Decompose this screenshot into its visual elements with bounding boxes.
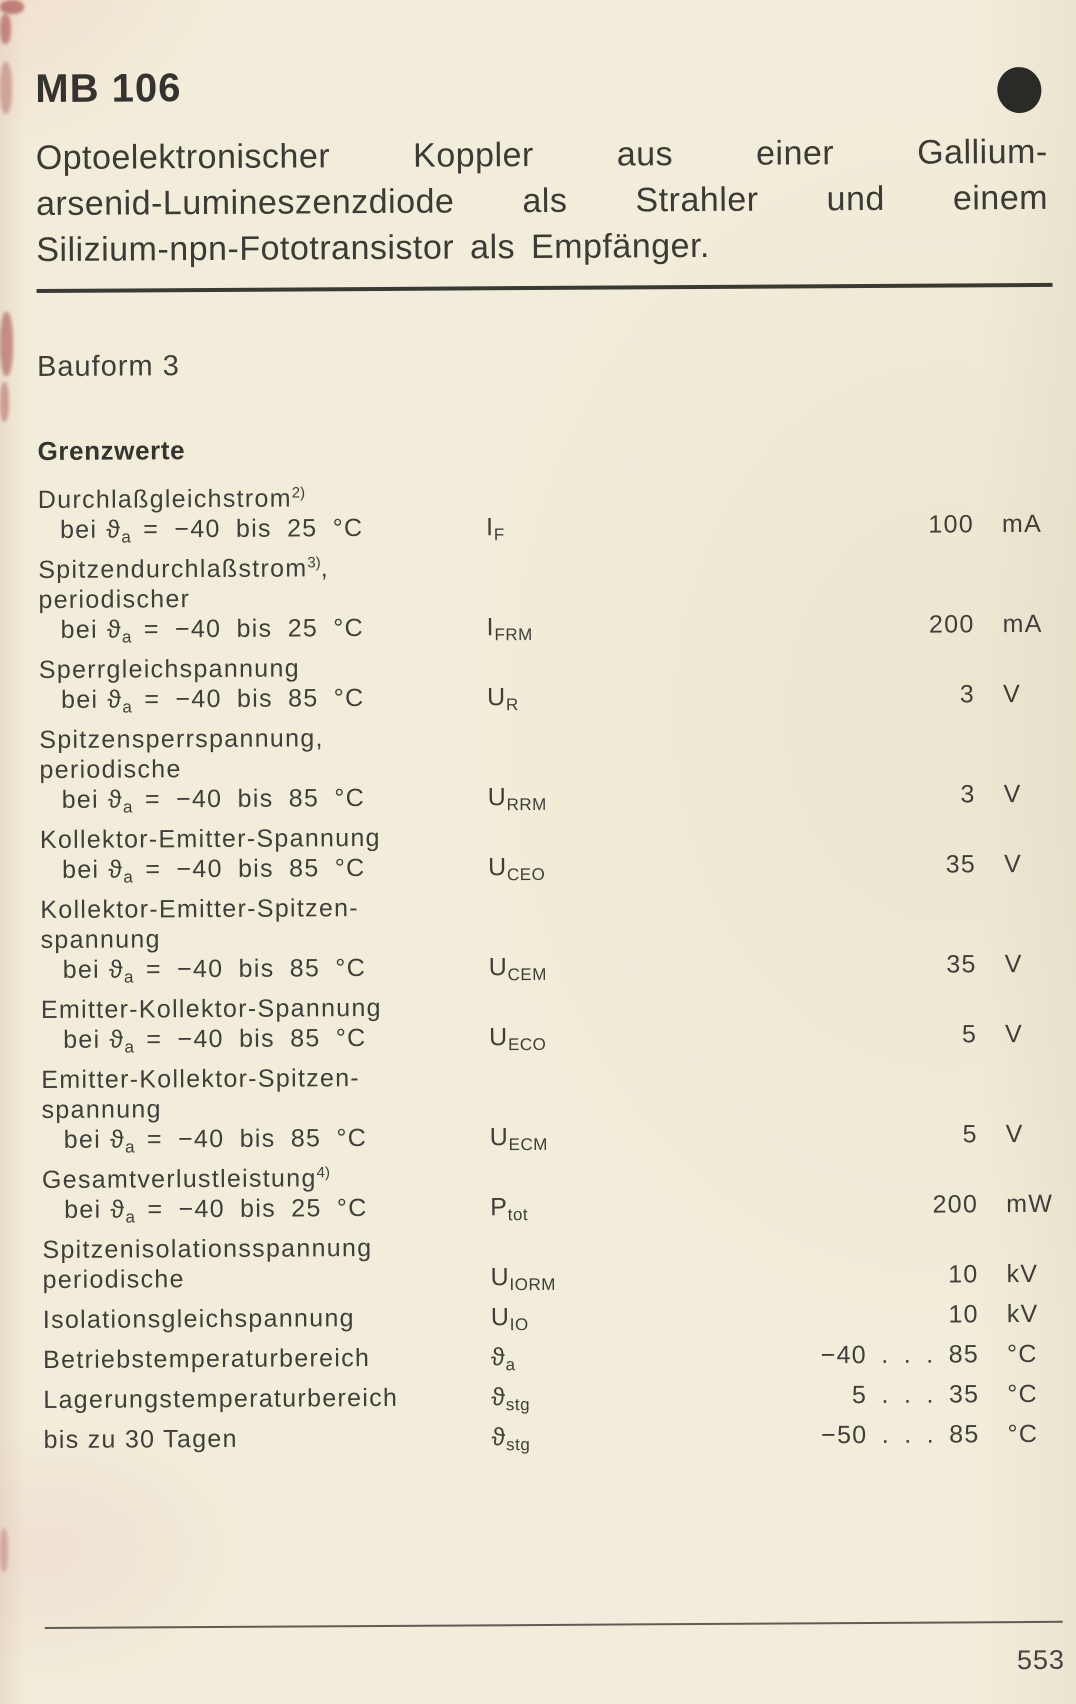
parameter-name: Emitter-Kollektor-Spannung <box>40 993 382 1025</box>
limit-value: 35 <box>946 950 977 979</box>
limit-value: 10 <box>948 1260 979 1289</box>
parameter-condition: bei $ϑ_a = -40$ bis 85 °C <box>63 1124 368 1157</box>
limit-value: 3 <box>960 780 976 809</box>
limit-value: 5 <box>961 1020 978 1049</box>
parameter-symbol: $ϑ_{stg}$ <box>491 1423 531 1455</box>
limit-value: −50 . . . 85 <box>821 1420 980 1450</box>
parameter-name: Gesamtverlustleistung$^{4)}$ <box>41 1164 330 1195</box>
parameter-name: Isolationsgleichspannung <box>42 1304 355 1335</box>
parameter-condition: bei $ϑ_a = -40$ bis 85 °C <box>60 684 365 717</box>
header-divider <box>37 283 1053 293</box>
parameter-condition: bei $ϑ_a = -40$ bis 25 °C <box>59 514 364 547</box>
limit-row <box>42 1229 1058 1295</box>
limit-row <box>43 1379 1059 1415</box>
limit-unit: °C <box>1007 1419 1039 1449</box>
description-line: Optoelektronischer Koppler aus einer Gallium- <box>35 132 1048 178</box>
parameter-symbol: $U_{ECO}$ <box>489 1023 547 1055</box>
footnote-marker: 3) <box>307 554 321 572</box>
parameter-name: Spitzensperrspannung, <box>39 724 324 755</box>
bauform-label: Bauform 3 <box>36 350 180 384</box>
parameter-name: Lagerungstemperaturbereich <box>43 1383 399 1415</box>
device-description <box>36 129 1049 273</box>
limit-unit: V <box>1005 1120 1024 1149</box>
limit-unit: mA <box>1002 609 1043 639</box>
limit-value: 3 <box>959 680 976 709</box>
parameter-name-line2: spannung <box>40 925 161 955</box>
limit-row <box>40 819 1056 885</box>
limit-row <box>41 989 1057 1055</box>
parameter-name-line2: periodischer <box>38 585 191 615</box>
limits-table <box>38 479 1060 1455</box>
limit-value: 200 <box>932 1190 979 1219</box>
limit-unit: mA <box>1001 509 1043 539</box>
parameter-name: Spitzendurchlaßstrom$^{3)}$, <box>38 554 330 585</box>
limit-unit: V <box>1002 680 1022 709</box>
parameter-condition: bei $ϑ_a = -40$ bis 85 °C <box>63 1024 367 1057</box>
parameter-name: Kollektor-Emitter-Spannung <box>39 823 381 855</box>
limit-row <box>40 889 1057 985</box>
limit-row <box>43 1419 1059 1455</box>
parameter-condition: bei $ϑ_a = -40$ bis 85 °C <box>61 784 366 817</box>
footnote-marker: 2) <box>291 484 306 502</box>
parameter-name-line2: periodische <box>42 1265 185 1295</box>
limit-unit: °C <box>1007 1379 1039 1409</box>
parameter-name: Sperrgleichspannung <box>38 654 300 685</box>
page-title: MB 106 <box>35 66 182 112</box>
limit-row <box>42 1159 1058 1225</box>
limit-row <box>41 1059 1058 1155</box>
parameter-symbol: $ϑ_a$ <box>491 1343 516 1375</box>
limit-value: 200 <box>928 610 975 639</box>
description-line: Silizium-npn-Fototransistor als Empfänger. <box>36 226 711 270</box>
parameter-name-line2: periodische <box>39 755 182 785</box>
limit-unit: kV <box>1006 1259 1039 1289</box>
parameter-symbol: $P_{tot}$ <box>490 1193 529 1225</box>
parameter-symbol: $I_F$ <box>485 513 505 545</box>
limit-value: 5 . . . 35 <box>851 1380 980 1410</box>
parameter-condition: bei $ϑ_a = -40$ bis 25 °C <box>64 1194 368 1227</box>
limit-row <box>38 549 1055 645</box>
parameter-symbol: $U_{CEM}$ <box>488 953 547 985</box>
limit-unit: V <box>1003 780 1022 809</box>
parameter-symbol: $ϑ_{stg}$ <box>491 1383 531 1415</box>
parameter-symbol: $U_R$ <box>486 683 519 715</box>
limit-unit: V <box>1005 1020 1024 1049</box>
parameter-name: bis zu 30 Tagen <box>43 1424 238 1455</box>
page-number: 553 <box>1016 1644 1066 1676</box>
parameter-name: Durchlaßgleichstrom$^{2)}$ <box>37 484 306 515</box>
limit-value: 5 <box>962 1120 978 1149</box>
parameter-symbol: $U_{ECM}$ <box>489 1123 548 1155</box>
parameter-condition: bei $ϑ_a = -40$ bis 85 °C <box>62 854 366 887</box>
limit-row <box>43 1339 1059 1375</box>
limit-unit: V <box>1004 950 1023 979</box>
limit-value: −40 . . . 85 <box>820 1340 980 1370</box>
description-line: arsenid-Lumineszenzdiode als Strahler und einem <box>35 178 1049 224</box>
parameter-symbol: $U_{IO}$ <box>490 1303 529 1335</box>
limit-row <box>39 649 1055 715</box>
limit-unit: kV <box>1006 1299 1039 1329</box>
limit-value: 35 <box>945 850 977 879</box>
parameter-symbol: $I_{FRM}$ <box>486 613 533 645</box>
parameter-name: Spitzenisolationsspannung <box>42 1234 373 1265</box>
parameter-name: Betriebstemperaturbereich <box>43 1344 371 1375</box>
footer-divider <box>45 1621 1063 1629</box>
limit-row <box>38 479 1054 545</box>
footnote-marker: 4) <box>316 1164 330 1182</box>
parameter-symbol: $U_{IORM}$ <box>490 1263 556 1295</box>
parameter-name: Emitter-Kollektor-Spitzen- <box>41 1064 361 1095</box>
limit-unit: V <box>1003 850 1023 879</box>
parameter-name-line2: spannung <box>41 1095 162 1125</box>
parameter-name: Kollektor-Emitter-Spitzen- <box>40 894 360 925</box>
limit-row <box>39 719 1056 815</box>
parameter-symbol: $U_{CEO}$ <box>488 853 546 885</box>
limit-unit: mW <box>1006 1189 1054 1219</box>
limits-heading: Grenzwerte <box>37 435 186 467</box>
limit-unit: °C <box>1006 1339 1038 1369</box>
parameter-condition: bei $ϑ_a = -40$ bis 85 °C <box>62 954 367 987</box>
limit-row <box>43 1299 1059 1335</box>
limit-value: 100 <box>928 510 975 539</box>
limit-value: 10 <box>948 1300 979 1329</box>
parameter-condition: bei $ϑ_a = -40$ bis 25 °C <box>60 614 365 647</box>
parameter-symbol: $U_{RRM}$ <box>487 783 547 815</box>
